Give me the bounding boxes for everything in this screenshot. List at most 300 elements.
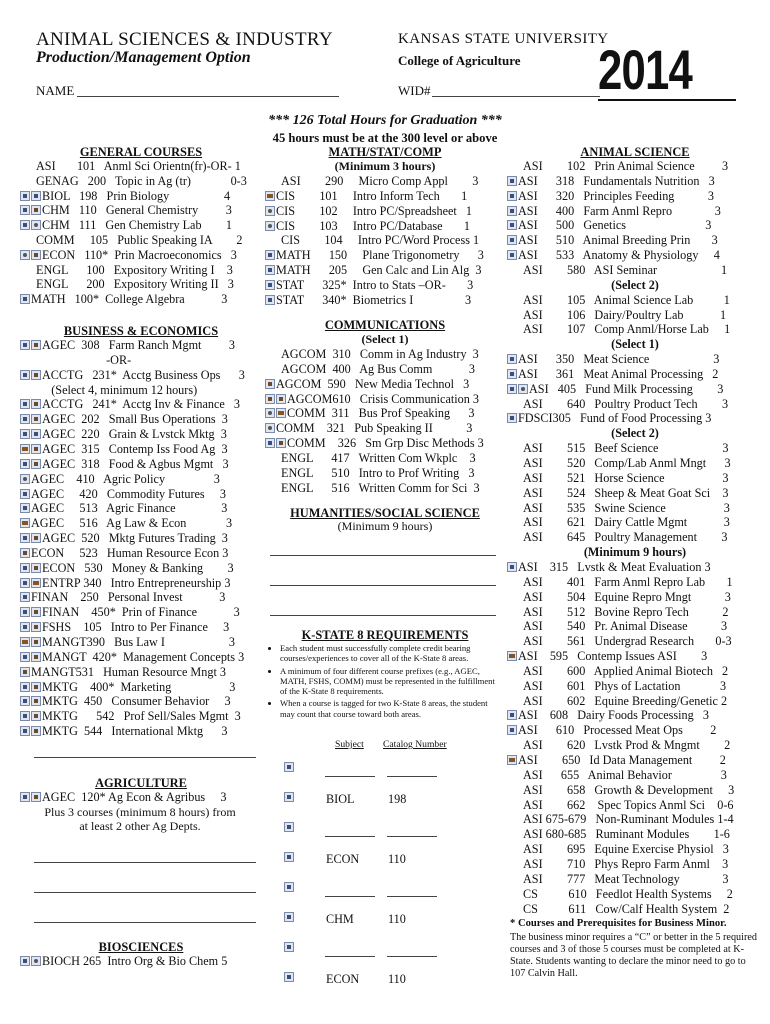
course-text: MANGT 420* Management Concepts 3	[42, 649, 245, 664]
course-text: ASI 290 Micro Comp Appl 3	[281, 174, 479, 188]
humanities-blank-2[interactable]	[270, 585, 496, 586]
calculator-icon	[20, 607, 30, 617]
course-row	[507, 383, 723, 396]
course-text: ASI 315 Lvstk & Meat Evaluation 3	[518, 559, 711, 574]
course-row	[20, 488, 226, 501]
kstate-blank[interactable]	[387, 836, 437, 837]
math-title: MATH/STAT/COMP	[328, 145, 442, 159]
scale-icon	[276, 408, 286, 418]
calculator-icon	[20, 370, 30, 380]
course-text: ACCTG 241* Acctg Inv & Finance 3	[42, 397, 241, 412]
agriculture-course: AGEC 120* Ag Econ & Agribus 3	[42, 790, 227, 804]
person-icon	[31, 340, 41, 350]
course-row	[265, 294, 471, 307]
calculator-icon	[507, 191, 517, 201]
kstate8-bullet-2: • A minimum of four different course prefixes (e.g., AGEC, MATH, FSHS, COMM) must be represented in the fulfillment of the K-State 8 requirements.	[280, 666, 500, 697]
subject-header: Subject	[335, 739, 364, 750]
person-icon	[31, 792, 41, 802]
kstate8-bullet-1: • Each student must successfully complete credit bearing courses/experiences to cover all of the K-State 8 areas.	[280, 643, 500, 664]
kstate-blank[interactable]	[387, 896, 437, 897]
course-row	[523, 591, 731, 604]
calculator-icon	[20, 533, 30, 543]
dept-title: ANIMAL SCIENCES & INDUSTRY	[36, 29, 333, 50]
course-text: ENGL 510 Intro to Prof Writing 3	[281, 465, 475, 480]
course-text: (Minimum 9 hours)	[583, 545, 687, 560]
kstate-area-icon	[284, 792, 294, 802]
course-row	[560, 546, 710, 559]
course-text: ASI 521 Horse Science 3	[523, 470, 729, 485]
course-text: ASI 680-685 Ruminant Modules 1-6	[523, 827, 730, 842]
course-text: ASI 645 Poultry Management 3	[523, 530, 728, 545]
calculator-icon	[507, 710, 517, 720]
college-name: College of Agriculture	[398, 53, 521, 68]
course-row	[523, 843, 729, 856]
course-text: ASI 401 Farm Anml Repro Lab 1	[523, 574, 733, 589]
course-row	[20, 562, 234, 575]
course-row	[523, 531, 727, 544]
course-text: (Select 1)	[611, 337, 659, 352]
calculator-icon	[20, 563, 30, 573]
course-text: ASI 621 Dairy Cattle Mgmt 3	[523, 515, 730, 530]
calculator-icon	[507, 250, 517, 260]
course-row	[523, 502, 730, 515]
course-row	[507, 234, 718, 247]
course-row	[281, 452, 476, 465]
calculator-icon	[20, 956, 30, 966]
person-icon	[31, 682, 41, 692]
course-text: AGEC 308 Farm Ranch Mgmt 3	[42, 338, 235, 352]
calculator-icon	[20, 696, 30, 706]
person-icon	[20, 667, 30, 677]
course-text: ASI 580 ASI Seminar 1	[523, 262, 728, 277]
kstate-area-icon	[284, 912, 294, 922]
course-row	[20, 413, 228, 426]
course-row	[523, 442, 728, 455]
course-row	[523, 858, 728, 871]
course-row	[20, 577, 230, 590]
person-icon	[31, 399, 41, 409]
course-text: ASI 106 Dairy/Poultry Lab 1	[523, 307, 727, 322]
calculator-icon	[20, 711, 30, 721]
communications-subtitle: (Select 1)	[361, 332, 409, 346]
course-text: ASI 608 Dairy Foods Processing 3	[518, 708, 709, 723]
course-text: ASI 520 Comp/Lab Anml Mngt 3	[523, 456, 731, 470]
course-text: ENGL 417 Written Com Wkplc 3	[281, 450, 476, 465]
agriculture-note-2: at least 2 other Ag Depts.	[79, 819, 201, 833]
course-text: ASI 658 Growth & Development 3	[523, 782, 735, 797]
course-text: ASI 710 Phys Repro Farm Anml 3	[523, 856, 729, 871]
calculator-icon	[265, 265, 275, 275]
course-row	[523, 873, 728, 886]
calculator-icon	[20, 503, 30, 513]
course-text: ASI 695 Equine Exercise Physiol 3	[523, 842, 729, 857]
calculator-icon	[507, 354, 517, 364]
person-icon	[265, 394, 275, 404]
course-row	[20, 681, 235, 694]
course-row	[36, 384, 197, 397]
level-note: 45 hours must be at the 300 level or above	[272, 131, 498, 145]
course-text: ASI 515 Beef Science 3	[523, 441, 729, 456]
course-text: ASI 400 Farm Anml Repro 3	[518, 203, 721, 218]
person-icon	[31, 205, 41, 215]
course-text: ECON 523 Human Resource Econ 3	[31, 545, 229, 560]
course-text: AGEC 513 Agric Finance 3	[31, 501, 228, 516]
kstate-subject: CHM	[326, 912, 354, 926]
course-text: CHM 110 General Chemistry 3	[42, 203, 232, 218]
scale-icon	[20, 444, 30, 454]
calculator-icon	[507, 206, 517, 216]
course-row	[507, 249, 720, 262]
kstate-subject: ECON	[326, 852, 360, 866]
name-label-text: NAME	[36, 83, 75, 98]
course-row	[20, 725, 228, 738]
kstate8-bullets	[268, 643, 500, 719]
course-row	[523, 606, 728, 619]
course-row	[20, 710, 241, 723]
course-row	[523, 739, 730, 752]
calculator-icon	[31, 191, 41, 201]
name-field[interactable]	[77, 96, 339, 97]
course-text: GENAG 200 Topic in Ag (tr) 0-3	[36, 173, 247, 188]
course-row	[20, 636, 235, 649]
globe-icon	[518, 384, 528, 394]
course-row	[20, 621, 229, 634]
course-row	[281, 348, 479, 361]
person-icon	[31, 444, 41, 454]
wid-field[interactable]	[432, 96, 600, 97]
course-text: ECON 110* Prin Macroeconomics 3	[42, 247, 237, 262]
kstate-area-icon	[284, 852, 294, 862]
course-row	[36, 354, 131, 367]
course-text: FINAN 250 Personal Invest 3	[31, 590, 226, 605]
course-text: ASI 655 Animal Behavior 3	[523, 767, 727, 782]
course-text: CIS 104 Intro PC/Word Process 1	[281, 233, 480, 248]
course-row	[265, 264, 481, 277]
person-icon	[31, 533, 41, 543]
course-row	[20, 458, 229, 471]
course-text: AGEC 410 Agric Policy 3	[31, 471, 220, 486]
course-row	[20, 249, 237, 262]
course-row	[265, 190, 467, 203]
course-row	[265, 279, 473, 292]
course-row	[281, 482, 480, 495]
calculator-icon	[507, 413, 517, 423]
calculator-icon	[31, 429, 41, 439]
scale-icon	[20, 637, 30, 647]
course-row	[523, 695, 727, 708]
wid-label: WID#	[398, 83, 431, 98]
humanities-title: HUMANITIES/SOCIAL SCIENCE	[290, 506, 480, 520]
course-text: CS 611 Cow/Calf Health System 2	[523, 901, 730, 916]
globe-icon	[20, 474, 30, 484]
person-icon	[31, 414, 41, 424]
course-row	[507, 412, 711, 425]
minor-title: * Courses and Prerequisites for Business Minor.	[510, 918, 727, 929]
course-row	[20, 190, 230, 203]
person-icon	[31, 563, 41, 573]
kstate-area-icon	[284, 972, 294, 982]
course-row	[20, 369, 245, 382]
calculator-icon	[507, 562, 517, 572]
course-text: CIS 102 Intro PC/Spreadsheet 1	[276, 203, 473, 218]
course-text: COMM 321 Pub Speaking II 3	[276, 421, 473, 436]
globe-icon	[31, 220, 41, 230]
course-row	[507, 175, 715, 188]
agriculture-blank-1[interactable]	[34, 862, 256, 863]
course-text: MKTG 400* Marketing 3	[42, 679, 236, 694]
course-row	[523, 160, 728, 173]
course-text: ACCTG 231* Acctg Business Ops 3	[42, 367, 245, 382]
course-text: AGEC 202 Small Bus Operations 3	[42, 412, 228, 427]
humanities-blank-3[interactable]	[270, 615, 496, 616]
course-row	[507, 219, 711, 232]
calculator-icon	[507, 384, 517, 394]
person-icon	[265, 379, 275, 389]
course-text: FDSCI305 Fund of Food Processing 3	[518, 411, 712, 426]
biosciences-row	[20, 955, 227, 968]
kstate-area-icon	[284, 762, 294, 772]
course-row	[265, 249, 484, 262]
calculator-icon	[20, 429, 30, 439]
kstate8-title: K-STATE 8 REQUIREMENTS	[301, 628, 469, 642]
course-text: ASI 675-679 Non-Ruminant Modules 1-4	[523, 812, 734, 827]
kstate-blank[interactable]	[325, 776, 375, 777]
business-title: BUSINESS & ECONOMICS	[63, 324, 219, 338]
humanities-blank-1[interactable]	[270, 555, 496, 556]
name-label	[36, 83, 74, 99]
course-text: ASI 361 Meat Animal Processing 2	[518, 366, 719, 381]
course-row	[523, 457, 731, 470]
course-row	[523, 813, 734, 826]
course-row	[265, 393, 479, 406]
calculator-icon	[20, 340, 30, 350]
person-icon	[31, 622, 41, 632]
course-row	[523, 309, 726, 322]
course-row	[20, 502, 227, 515]
course-row	[523, 472, 728, 485]
course-text: ASI 610 Processed Meat Ops 2	[518, 723, 717, 738]
course-text: -OR-	[36, 352, 132, 367]
course-row	[523, 635, 732, 648]
globe-icon	[265, 221, 275, 231]
person-icon	[31, 637, 41, 647]
agriculture-blank-2[interactable]	[34, 892, 256, 893]
scale-icon	[31, 578, 41, 588]
scale-icon	[507, 755, 517, 765]
course-text: AGCOM 590 New Media Technol 3	[276, 376, 470, 391]
agriculture-note-1: Plus 3 courses (minimum 8 hours) from	[44, 805, 236, 819]
course-row	[507, 561, 711, 574]
calculator-icon	[20, 459, 30, 469]
course-text: ASI 318 Fundamentals Nutrition 3	[518, 173, 715, 188]
calculator-icon	[265, 295, 275, 305]
course-row	[523, 799, 734, 812]
calculator-icon	[265, 280, 275, 290]
communications-title: COMMUNICATIONS	[324, 318, 446, 332]
kstate-catalog: 198	[388, 792, 407, 806]
course-text: ASI 535 Swine Science 3	[523, 500, 730, 515]
course-text: BIOL 198 Prin Biology 4	[42, 188, 231, 203]
course-row	[281, 467, 474, 480]
calculator-icon	[20, 399, 30, 409]
course-row	[507, 754, 726, 767]
course-row	[523, 323, 730, 336]
kstate-catalog: 110	[388, 852, 406, 866]
kstate-subject: ECON	[326, 972, 360, 986]
option-title: Production/Management Option	[36, 49, 251, 66]
calculator-icon	[20, 652, 30, 662]
course-text: MATH 150 Plane Trigonometry 3	[276, 248, 484, 263]
course-text: ECON 530 Money & Banking 3	[42, 560, 234, 575]
course-row	[281, 234, 479, 247]
course-text: ASI 105 Animal Science Lab 1	[523, 292, 730, 307]
kstate-blank[interactable]	[325, 956, 375, 957]
kstate-blank[interactable]	[387, 776, 437, 777]
course-row	[265, 220, 470, 233]
course-row	[20, 547, 228, 560]
course-row	[36, 278, 234, 291]
course-text: FINAN 450* Prin of Finance 3	[42, 605, 240, 620]
course-row	[281, 175, 478, 188]
calculator-icon	[265, 438, 275, 448]
course-row	[20, 293, 227, 306]
course-text: AGCOM 310 Comm in Ag Industry 3	[281, 347, 479, 361]
course-text: ENGL 516 Written Comm for Sci 3	[281, 480, 480, 495]
course-text: ASI 500 Genetics 3	[518, 218, 712, 233]
course-row	[523, 903, 729, 916]
person-icon	[20, 548, 30, 558]
course-text: ASI 662 Spec Topics Anml Sci 0-6	[523, 797, 734, 812]
course-text: AGCOM610 Crisis Communication 3	[287, 391, 479, 406]
calculator-icon	[507, 725, 517, 735]
course-row	[523, 828, 730, 841]
course-text: AGCOM 400 Ag Bus Comm 3	[281, 361, 476, 376]
course-text: MKTG 544 International Mktg 3	[42, 724, 228, 739]
course-text: CS 610 Feedlot Health Systems 2	[523, 886, 733, 901]
course-text: MANGT531 Human Resource Mngt 3	[31, 664, 226, 679]
kstate-blank[interactable]	[325, 896, 375, 897]
course-text: COMM 326 Sm Grp Disc Methods 3	[287, 436, 484, 451]
course-text: ASI 107 Comp Anml/Horse Lab 1	[523, 322, 731, 337]
course-text: (Select 2)	[611, 426, 659, 441]
course-text: ASI 320 Principles Feeding 3	[518, 188, 715, 203]
course-row	[507, 724, 716, 737]
course-text: AGEC 520 Mktg Futures Trading 3	[42, 531, 228, 546]
course-row	[265, 205, 472, 218]
course-text: MKTG 542 Prof Sell/Sales Mgmt 3	[42, 709, 241, 724]
calculator-icon	[507, 220, 517, 230]
course-row	[20, 695, 231, 708]
kstate-area-icon	[284, 882, 294, 892]
course-text: ASI 600 Applied Animal Biotech 2	[523, 663, 729, 678]
course-text: ASI 533 Anatomy & Physiology 4	[518, 248, 720, 263]
kstate-area-icon	[284, 942, 294, 952]
course-row	[523, 769, 727, 782]
kstate-blank[interactable]	[325, 836, 375, 837]
header-rule	[598, 99, 736, 101]
course-row	[20, 398, 240, 411]
course-row	[20, 428, 227, 441]
course-text: ASI 101 Anml Sci Orientn(fr)-OR- 1	[36, 159, 241, 173]
course-row	[20, 651, 244, 664]
calculator-icon	[20, 592, 30, 602]
calculator-icon	[20, 294, 30, 304]
course-row	[523, 784, 734, 797]
scale-icon	[265, 191, 275, 201]
year: 2014	[598, 38, 693, 101]
course-row	[560, 338, 710, 351]
kstate-blank[interactable]	[387, 956, 437, 957]
course-text: STAT 325* Intro to Stats –OR- 3	[276, 277, 474, 292]
course-row	[265, 422, 472, 435]
course-row	[281, 363, 475, 376]
course-row	[20, 204, 232, 217]
course-text: ASI 601 Phys of Lactation 3	[523, 678, 727, 693]
course-row	[523, 620, 727, 633]
course-text: ENTRP 340 Intro Entrepreneurship 3	[42, 575, 231, 590]
course-text: FSHS 105 Intro to Per Finance 3	[42, 620, 230, 635]
course-text: CIS 103 Intro PC/Database 1	[276, 218, 470, 233]
calculator-icon	[20, 191, 30, 201]
course-text: ASI 540 Pr. Animal Disease 3	[523, 619, 728, 634]
biosciences-title: BIOSCIENCES	[98, 940, 184, 954]
kstate8-bullet-3: • When a course is tagged for two K-State 8 areas, the student may count that course toward both areas.	[280, 698, 500, 719]
course-row	[20, 219, 232, 232]
course-text: COMM 105 Public Speaking IA 2	[36, 233, 243, 247]
course-row	[560, 427, 710, 440]
course-row	[560, 279, 710, 292]
course-text: ASI 512 Bovine Repro Tech 2	[523, 604, 729, 619]
course-text: ASI 602 Equine Breeding/Genetic 2	[523, 693, 728, 708]
course-text: COMM 311 Bus Prof Speaking 3	[287, 406, 475, 421]
agriculture-row	[20, 791, 227, 804]
person-icon	[31, 607, 41, 617]
course-row	[265, 437, 484, 450]
globe-icon	[31, 956, 41, 966]
course-text: STAT 340* Biometrics I 3	[276, 292, 472, 307]
course-row	[20, 532, 228, 545]
course-row	[507, 353, 719, 366]
course-text: MATH 205 Gen Calc and Lin Alg 3	[276, 263, 482, 278]
agriculture-blank-3[interactable]	[34, 922, 256, 923]
course-row	[523, 680, 726, 693]
person-icon	[31, 652, 41, 662]
course-row	[523, 576, 733, 589]
person-icon	[31, 711, 41, 721]
course-text: (Select 2)	[611, 277, 659, 292]
course-row	[507, 709, 709, 722]
course-row	[523, 487, 728, 500]
course-row	[36, 234, 243, 247]
course-text: ENGL 100 Expository Writing I 3	[36, 262, 233, 277]
course-text: ASI 640 Poultry Product Tech 3	[523, 396, 729, 411]
course-text: AGEC 220 Grain & Lvstck Mktg 3	[42, 427, 227, 442]
course-text: AGEC 516 Ag Law & Econ 3	[31, 516, 233, 531]
course-text: (Select 4, minimum 12 hours)	[36, 382, 198, 397]
person-icon	[31, 459, 41, 469]
animal-science-title: ANIMAL SCIENCE	[580, 145, 690, 159]
biosciences-course: BIOCH 265 Intro Org & Bio Chem 5	[42, 954, 228, 968]
course-row	[507, 368, 718, 381]
person-icon	[276, 394, 286, 404]
course-text: ASI 620 Lvstk Prod & Mngmt 2	[523, 738, 731, 753]
course-row	[523, 398, 728, 411]
calculator-icon	[20, 414, 30, 424]
scale-icon	[507, 651, 517, 661]
total-hours: *** 126 Total Hours for Graduation ***	[268, 113, 502, 128]
course-row	[507, 650, 707, 663]
kstate-catalog: 110	[388, 972, 406, 986]
